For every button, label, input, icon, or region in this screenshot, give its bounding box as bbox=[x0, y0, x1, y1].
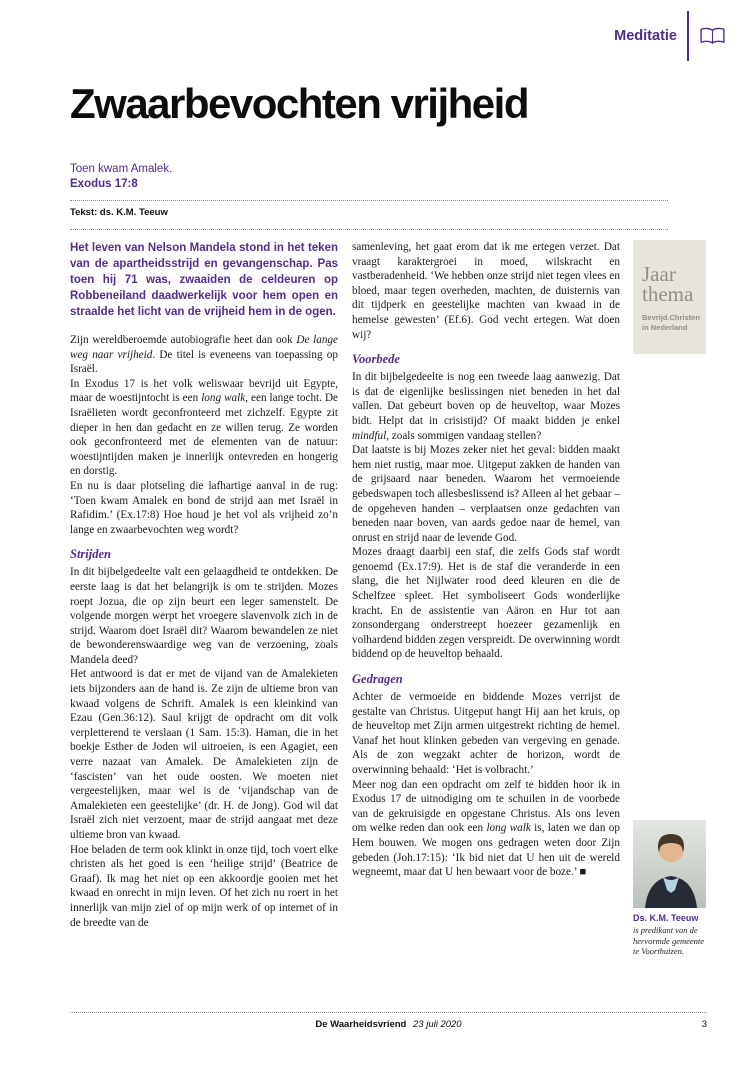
dotted-divider-footer bbox=[70, 1012, 707, 1013]
section-label: Meditatie bbox=[614, 28, 677, 44]
issue-date: 23 juli 2020 bbox=[413, 1019, 462, 1030]
byline bbox=[70, 207, 168, 218]
theme-subtitle-line1: Bevrijd.Christen bbox=[642, 313, 700, 322]
theme-title-line1: Jaar bbox=[642, 262, 676, 286]
body-paragraph: In dit bijbelgedeelte is nog een tweede laag aanwezig. Dat is dat de eigenlijke beslissingen niet beneden in het dal vallen. Dat gebeurt boven op de heuveltop, waar Mozes bidt. Helpt dat in crisistijd? Of maakt bidden je enkel mindful, zoals sommigen vandaag stellen? bbox=[352, 371, 620, 442]
author-bio: is predikant van de hervormde gemeente te Voorthuizen. bbox=[633, 925, 705, 956]
section-heading: Gedragen bbox=[352, 672, 403, 687]
article-title: Zwaarbevochten vrijheid bbox=[70, 80, 528, 127]
author-name: Ds. K.M. Teeuw bbox=[633, 913, 699, 923]
page-header bbox=[614, 11, 726, 61]
theme-title-line2: thema bbox=[642, 282, 694, 306]
byline-author: ds. K.M. Teeuw bbox=[99, 207, 168, 218]
dotted-divider-byline bbox=[70, 229, 668, 230]
open-book-icon bbox=[699, 27, 726, 45]
right-column bbox=[352, 240, 620, 1012]
magazine-title: De Waarheidsvriend bbox=[315, 1019, 407, 1030]
body-paragraph: In Exodus 17 is het volk weliswaar bevrijd uit Egypte, maar de woestijntocht is een long walk, een lange tocht. De Israëlieten wordt geconfronteerd met zichzelf. Egypte zit dieper in hen dan gedacht en ze willen terug. Ze worden ook geconfronteerd met de elementen van de natuur: woestijntijden maken je innerlijk ontevreden en hongerig en dorstig. bbox=[70, 377, 339, 478]
scripture-reference: Exodus 17:8 bbox=[70, 178, 138, 190]
right-column-body bbox=[352, 240, 620, 880]
body-paragraph: Achter de vermoeide en biddende Mozes verrijst de gestalte van Christus. Uitgeput hangt Hij aan het kruis, op de heuveltop met Zijn armen uitgestrekt richting de hemel. Vanaf het hout klinken gebeden van vergeving en genade. Als de zon wegzakt achter de horizon, wordt de overwinning behaald: ‘Het is volbracht.’ bbox=[352, 691, 620, 776]
page-number: 3 bbox=[701, 1019, 707, 1030]
author-photo bbox=[633, 820, 706, 908]
header-divider bbox=[687, 11, 689, 61]
sidebar bbox=[633, 240, 706, 1012]
body-paragraph: In dit bijbelgedeelte valt een gelaagdheid te ontdekken. De eerste laag is dat het belangrijk is om te strijden. Mozes roept Jozua, die op zijn beurt een leger samenstelt. De volgende morgen werpt het vroegere slavenvolk zich in de strijd. Waarom doet Israël dit? Waarom bewandelen ze niet de bewonderenswaardige weg van de verzoening, zoals Mandela deed? bbox=[70, 566, 338, 666]
intro-paragraph: Het leven van Nelson Mandela stond in het teken van de apartheidsstrijd en gevangenschap. Pas toen hij 71 was, zwaaiden de celdeuren op Robbeneiland daadwerkelijk voor hem open en straalde het licht van de vrijheid hem in de ogen. bbox=[70, 242, 338, 318]
scripture-block bbox=[70, 162, 172, 192]
section-heading: Voorbede bbox=[352, 352, 400, 367]
theme-box bbox=[633, 240, 706, 354]
article-body bbox=[70, 240, 707, 1012]
left-column bbox=[70, 240, 338, 1012]
body-paragraph: Het antwoord is dat er met de vijand van de Amalekieten iets bijzonders aan de hand is. Ze zijn de ultieme bron van kwaad volgens de Schrift. Amalek is een kleinkind van Ezau (Gen.36:12). Saul krijgt de opdracht om dit volk verpletterend te verslaan (1 Sam. 15:3). Haman, die in het boekje Esther de Joden wil uitroeien, is een Agagiet, een verre nazaat van Amalek. De Amalekieten zijn de ‘fascisten’ van het oude oosten. We moeten niet vergeestelijken, maar wel is de ‘vijandschap van de Amalekieten een geestelijke’ (dr. H. de Jong). God wil dat Israël zich niet verzoent, maar de strijd aangaat met deze ultieme bron van kwaad. bbox=[70, 668, 338, 841]
dotted-divider-top bbox=[70, 200, 668, 201]
byline-label: Tekst: bbox=[70, 207, 98, 218]
body-paragraph: Mozes draagt daarbij een staf, die zelfs Gods staf wordt genoemd (Ex.17:9). Het is de staf die veranderde in een slang, die het Nijlwater rood deed kleuren en die de Schelfzee spleet. Het symboliseert Gods wonderlijke kracht. En de assistentie van Aäron en Hur tot aan zonsondergang onderstreept hoezeer gezamenlijk en volhardend bidden zegen verspreidt. De overwinning wordt biddend op de heuveltop behaald. bbox=[352, 546, 620, 661]
theme-box-subtitle bbox=[642, 313, 701, 332]
section-heading: Strijden bbox=[70, 547, 111, 562]
body-paragraph: Meer nog dan een opdracht om zelf te bidden hoor ik in Exodus 17 de uitnodiging om te schuilen in de voorbede van de gekruisigde en opgestane Christus. Als ons leven om welke reden dan ook een long walk is, laten we dan op Hem bouwen. We mogen ons gedragen weten door Zijn gebeden (Joh.17:15): ‘Ik bid niet dat U hen uit de wereld wegneemt, maar dat U hen bewaart voor de boze.’ ■ bbox=[352, 778, 620, 879]
left-column-body bbox=[70, 333, 338, 930]
body-paragraph: En nu is daar plotseling die lafhartige aanval in de rug: ‘Toen kwam Amalek en bond de strijd aan met Israël in Rafidim.’ (Ex.17:8) Hoe houd je het vol als vrijheid zo’n lange en zwaarbevochten weg wordt? bbox=[70, 479, 338, 536]
theme-box-title bbox=[642, 264, 701, 304]
body-paragraph: samenleving, het gaat erom dat ik me ertegen verzet. Dat vraagt karaktergroei in moed, wilskracht en vastberadenheid. ‘We hebben onze strijd niet tegen vlees en bloed, maar tegen overheden, machten, de duisternis van dit tijdperk en geestelijke machten van kwaad in de hemelse gewesten’ (Ef.6). God vecht ertegen. Wat doen wij? bbox=[352, 241, 620, 341]
author-card bbox=[633, 820, 706, 957]
scripture-quote: Toen kwam Amalek. bbox=[70, 163, 173, 175]
body-paragraph: Zijn wereldberoemde autobiografie heet dan ook De lange weg naar vrijheid. De titel is eveneens van toepassing op Israël. bbox=[70, 334, 338, 376]
body-paragraph: Dat laatste is bij Mozes zeker niet het geval: bidden maakt hem niet rustig, maar moe. Uitgeput zakken de handen van de grijsaard naar beneden. Waarom het vermoeiende gebedswapen toch allesbeslissend is? Alleen al het gebaar – de opgeheven handen – verplaatsen onze gedachten van beneden naar boven, van aards gedoe naar de hemel, van onrust en strijd naar de levende God. bbox=[352, 444, 620, 544]
body-paragraph: Hoe beladen de term ook klinkt in onze tijd, toch voert elke christen als het goed is een ‘heilige strijd’ (Beatrice de Graaf). Ik mag het niet op een akkoordje gooien met het kwaad en onrecht in mijn leven. Of het zich nu roert in het innerlijk van mijn ziel of op mijn werk of op internet of in de breedte van de bbox=[70, 843, 338, 929]
theme-subtitle-line2: in Nederland bbox=[642, 322, 688, 332]
page-footer bbox=[70, 1019, 707, 1030]
